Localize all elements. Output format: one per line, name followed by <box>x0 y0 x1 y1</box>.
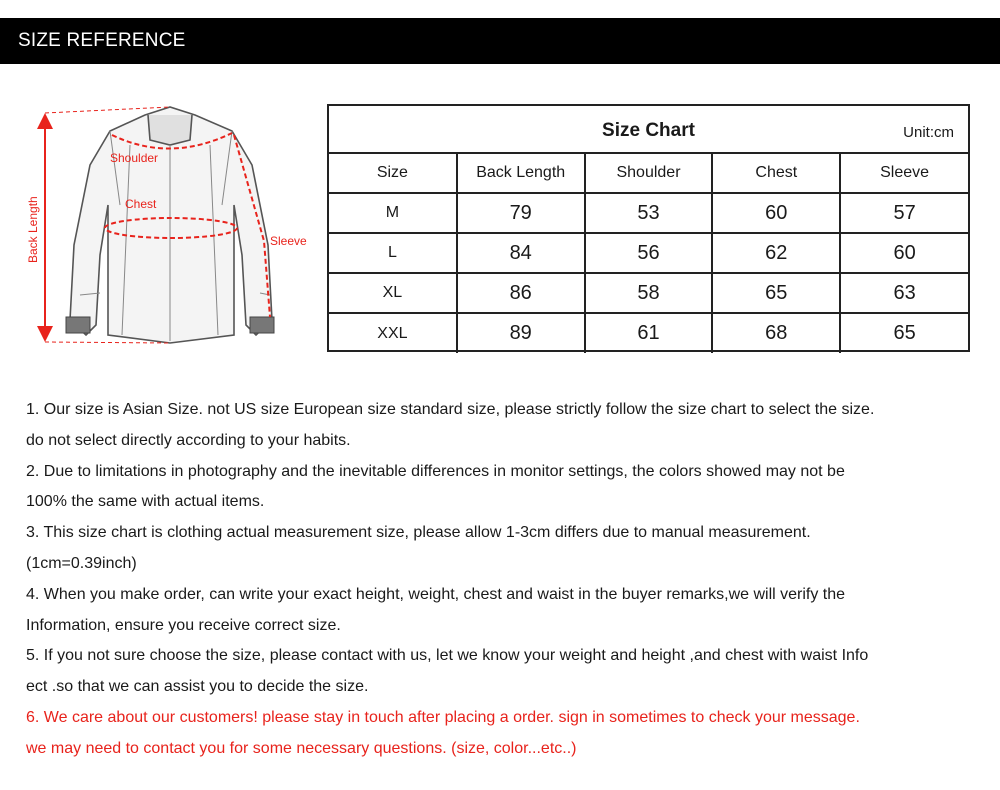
table-row <box>329 233 968 273</box>
table-cell-size: L <box>329 233 457 273</box>
size-notes <box>26 395 976 765</box>
table-cell: 61 <box>585 313 713 353</box>
table-cell: 86 <box>457 273 585 313</box>
note-line: (1cm=0.39inch) <box>26 554 137 572</box>
table-cell-size: XXL <box>329 313 457 353</box>
size-chart-title: Size Chart <box>602 120 695 141</box>
note-line: 1. Our size is Asian Size. not US size European size standard size, please strictly follow the size chart to select the size. <box>26 401 875 418</box>
note-line: ect .so that we can assist you to decide the size. <box>26 678 369 696</box>
header-bar <box>0 18 1000 64</box>
column-header: Chest <box>712 154 840 193</box>
table-cell: 65 <box>893 322 916 344</box>
column-header: Back Length <box>457 154 585 193</box>
table-cell: 63 <box>840 273 968 313</box>
table-cell: 68 <box>712 313 840 353</box>
table-cell: 53 <box>585 193 713 233</box>
note-line-highlight: 6. We care about our customers! please stay in touch after placing a order. sign in sometimes to check your message. <box>26 708 860 726</box>
table-cell: 58 <box>585 273 713 313</box>
jacket-diagram <box>20 95 320 360</box>
label-shoulder: Shoulder <box>110 151 159 165</box>
label-back-length: Back Length <box>26 196 40 263</box>
table-cell-size: XL <box>329 273 457 313</box>
size-chart <box>327 104 970 352</box>
table-cell: 57 <box>840 193 968 233</box>
note-line: 100% the same with actual items. <box>26 493 265 511</box>
table-cell: 79 <box>457 193 585 233</box>
table-cell: 84 <box>457 233 585 273</box>
table-row <box>329 193 968 233</box>
note-line-highlight: we may need to contact you for some necessary questions. (size, color...etc..) <box>26 739 577 757</box>
size-chart-unit: Unit:cm <box>903 124 954 141</box>
label-sleeve: Sleeve <box>270 234 307 248</box>
table-cell: 62 <box>712 233 840 273</box>
jacket-sketch-icon <box>20 95 320 360</box>
table-header-row <box>329 154 968 193</box>
size-table <box>329 154 968 353</box>
note-line: 3. This size chart is clothing actual measurement size, please allow 1-3cm differs due to manual measurement. <box>26 524 811 542</box>
note-line: 5. If you not sure choose the size, please contact with us, let we know your weight and height ,and chest with waist Info <box>26 647 869 665</box>
note-line: do not select directly according to your habits. <box>26 431 351 449</box>
label-chest: Chest <box>125 197 157 211</box>
table-cell: 65 <box>712 273 840 313</box>
table-cell-size: M <box>329 193 457 233</box>
table-cell: 60 <box>712 193 840 233</box>
page-title: SIZE REFERENCE <box>18 30 186 51</box>
note-line: 4. When you make order, can write your exact height, weight, chest and waist in the buyer remarks,we will verify the <box>26 585 846 603</box>
table-cell: 56 <box>585 233 713 273</box>
column-header: Shoulder <box>585 154 713 193</box>
column-header: Size <box>329 154 457 193</box>
table-row <box>329 273 968 313</box>
column-header: Sleeve <box>840 154 968 193</box>
size-chart-header <box>329 106 968 154</box>
note-line: 2. Due to limitations in photography and the inevitable differences in monitor settings, the colors showed may not be <box>26 462 845 480</box>
table-cell: 60 <box>840 233 968 273</box>
table-cell: 89 <box>457 313 585 353</box>
note-line: Information, ensure you receive correct size. <box>26 616 341 634</box>
table-row <box>329 313 968 353</box>
